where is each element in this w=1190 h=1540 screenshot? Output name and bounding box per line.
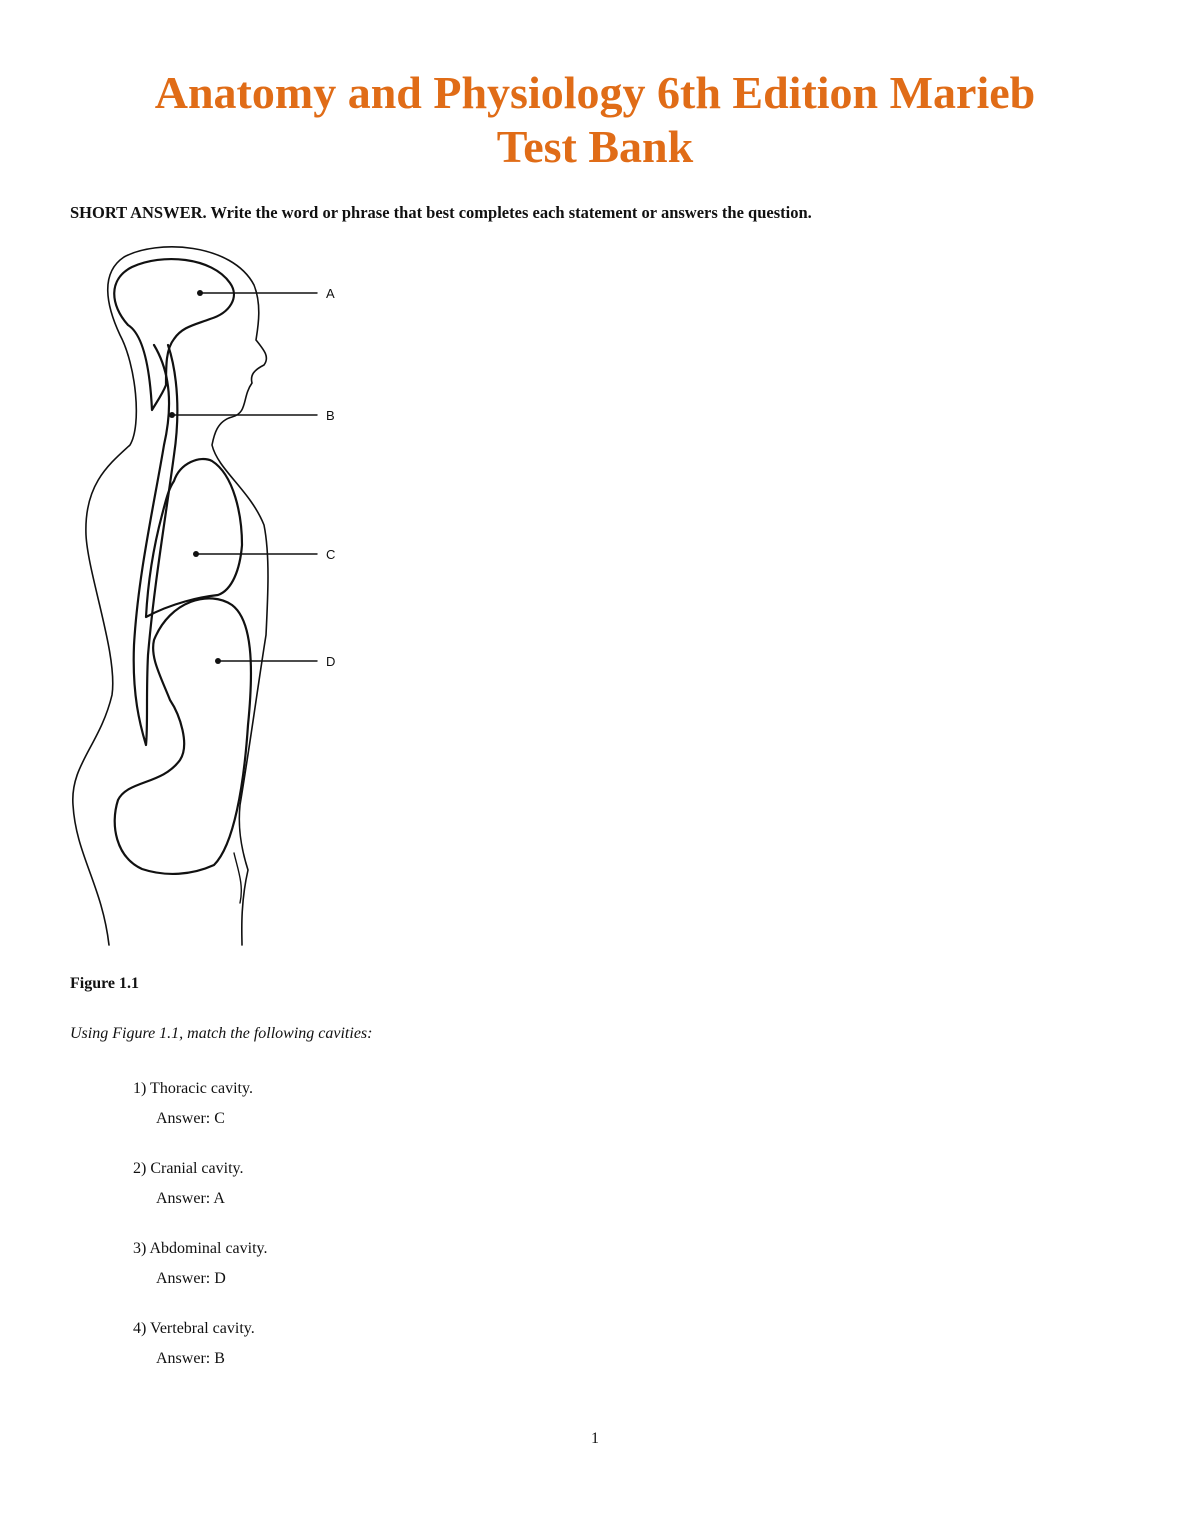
figure-label-d: D <box>326 654 336 669</box>
figure-label-b: B <box>326 408 335 423</box>
question-text: 4) Vertebral cavity. <box>133 1320 255 1337</box>
question-item <box>133 1234 268 1314</box>
question-text: 3) Abdominal cavity. <box>133 1240 268 1257</box>
question-text: 1) Thoracic cavity. <box>133 1080 253 1097</box>
pointer-dot-b <box>169 412 175 418</box>
page-number: 1 <box>591 1430 599 1447</box>
question-prompt: Using Figure 1.1, match the following cavities: <box>70 1025 373 1042</box>
question-text: 2) Cranial cavity. <box>133 1160 244 1177</box>
pointer-dot-a <box>197 290 203 296</box>
question-answer: Answer: B <box>156 1350 225 1367</box>
title-line-1: Anatomy and Physiology 6th Edition Marieb <box>154 67 1036 118</box>
question-answer: Answer: C <box>156 1110 225 1127</box>
section-instruction: SHORT ANSWER. Write the word or phrase that best completes each statement or answers the question. <box>70 203 812 222</box>
question-answer: Answer: A <box>156 1190 225 1207</box>
pointer-dot-d <box>215 658 221 664</box>
thoracic-cavity-outline <box>146 459 242 617</box>
question-answer: Answer: D <box>156 1270 226 1287</box>
question-item <box>133 1154 268 1234</box>
question-item <box>133 1314 268 1394</box>
question-list <box>133 1074 268 1394</box>
title-line-2: Test Bank <box>496 121 694 172</box>
figure-label-a: A <box>326 286 335 301</box>
cranial-cavity-outline <box>114 259 234 410</box>
question-item <box>133 1074 268 1154</box>
body-cavities-figure <box>62 245 362 950</box>
pointer-dot-c <box>193 551 199 557</box>
document-title <box>0 66 1190 174</box>
figure-label-c: C <box>326 547 336 562</box>
figure-caption: Figure 1.1 <box>70 975 140 992</box>
